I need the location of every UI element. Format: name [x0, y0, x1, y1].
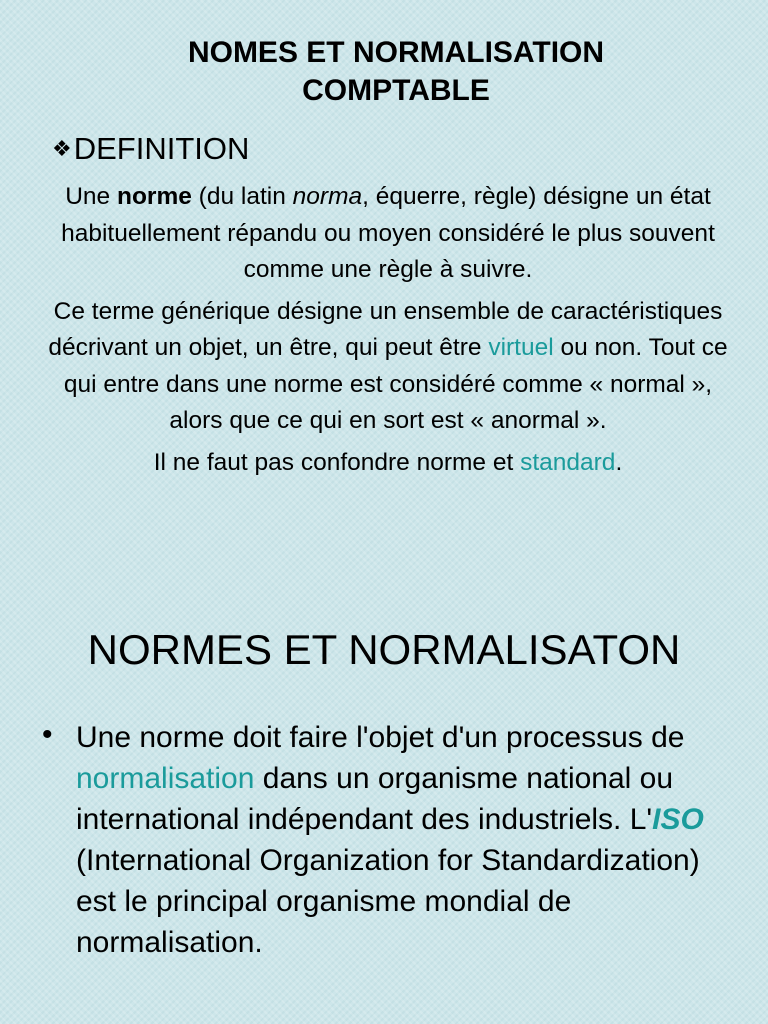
link-normalisation[interactable]: normalisation	[76, 762, 255, 795]
term-norma: norma	[292, 183, 363, 210]
link-iso[interactable]: ISO	[652, 803, 704, 836]
text: Une norme doit faire l'objet d'un processus de	[76, 721, 685, 754]
section-heading	[52, 130, 249, 168]
text: .	[615, 448, 623, 476]
text: , équerre, règle) désigne un état habituellement répandu ou moyen considéré le plus souvent comme une règle à suivre.	[61, 183, 715, 283]
bullet-paragraph	[76, 717, 736, 963]
text: Une	[65, 183, 117, 210]
bullet-dot-icon: •	[42, 718, 53, 751]
link-virtuel[interactable]: virtuel	[488, 334, 554, 361]
text: ou non. Tout ce qui entre dans une norme est considéré comme « normal », alors que ce qui en sort est « anormal ».	[63, 334, 728, 434]
definition-paragraph-2	[48, 294, 728, 440]
definition-paragraph-1	[48, 179, 728, 289]
definition-paragraph-3	[48, 445, 728, 482]
text: dans un organisme national ou international indépendant des industriels. L'	[76, 762, 674, 836]
section-heading-label: DEFINITION	[73, 131, 250, 166]
text: (International Organization for Standardization) est le principal organisme mondial de normalisation.	[76, 844, 700, 959]
slide-normalisation	[0, 600, 768, 1024]
term-norme: norme	[116, 183, 192, 210]
text: Ce terme générique désigne un ensemble de caractéristiques décrivant un objet, un être, qui peut être	[48, 297, 723, 361]
slide-title: NORMES ET NORMALISATON	[87, 626, 681, 673]
four-diamond-bullet-icon: ❖	[52, 136, 72, 161]
link-standard[interactable]: standard	[520, 448, 616, 476]
text: Il ne faut pas confondre norme et	[153, 448, 521, 476]
slide-title: NOMES ET NORMALISATION COMPTABLE	[187, 36, 605, 107]
definition-body	[48, 179, 728, 481]
text: (du latin	[191, 183, 293, 210]
